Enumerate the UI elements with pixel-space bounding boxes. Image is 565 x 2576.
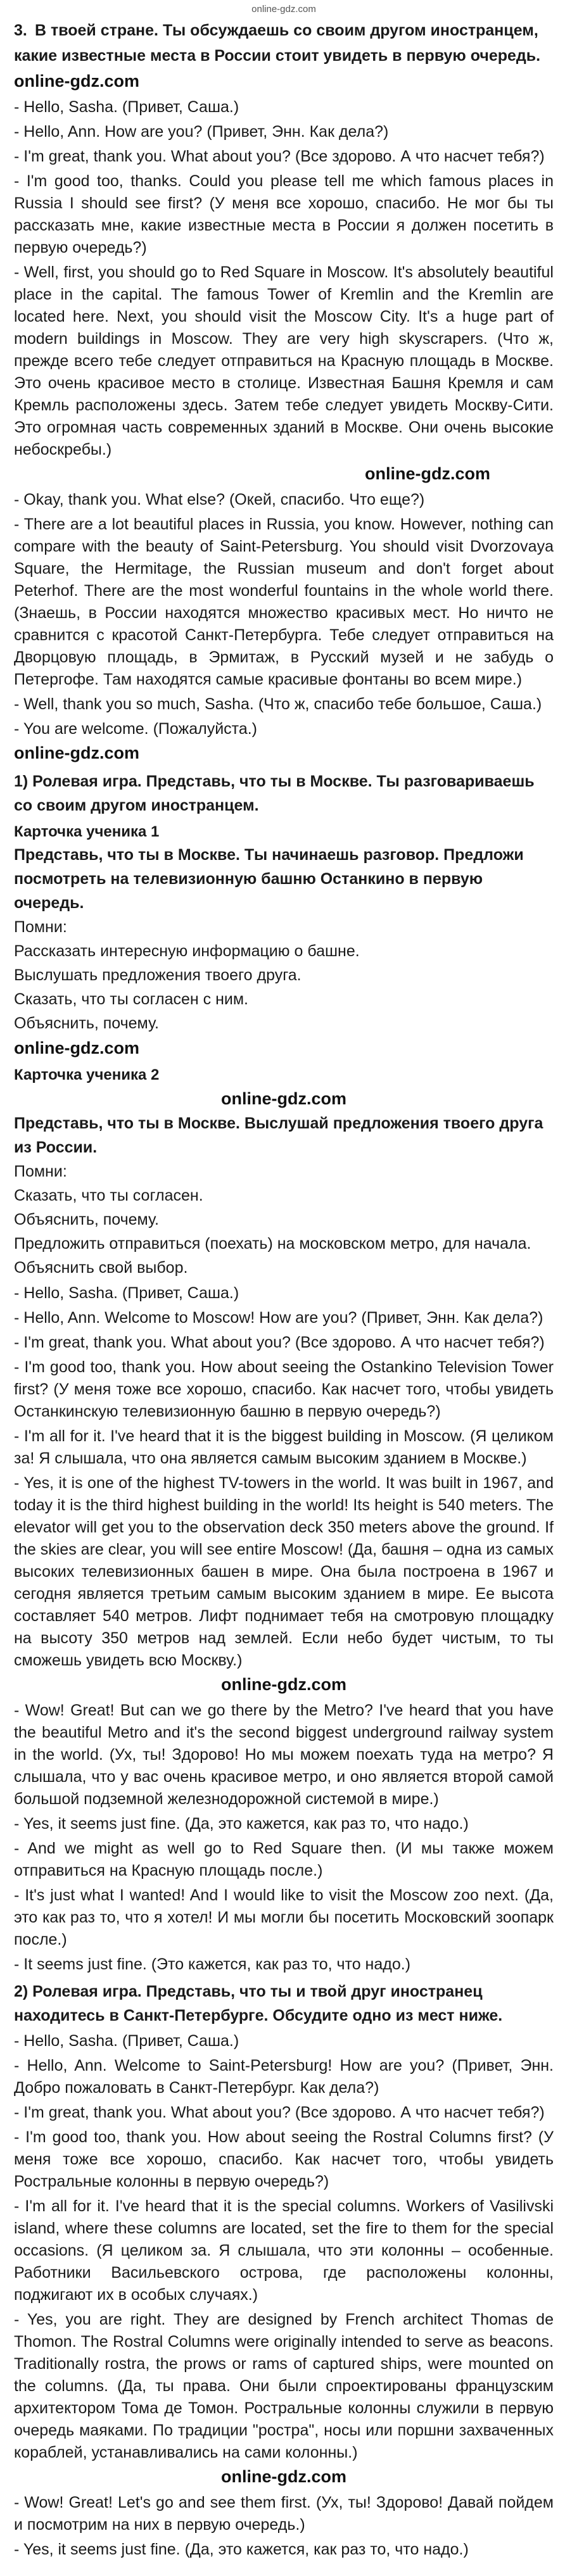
dialogue-line: - Yes, it is one of the highest TV-towers in the world. It was built in 1967, and today it is the third highest building in the world! Its height is 540 meters. The elevator will get you to the observation deck 350 meters above the ground. If the skies are clear, you will see entire Moscow! (Да, башня – одна из самых высоких телевизионных башен в мире. Она была построена в 1967 и сегодня является третьим самым высоким зданием в мире. Ее высота составляет 540 метров. Лифт поднимает тебя на смотровую площадку на высоту 350 метров над землей. Если небо будет чистым, то ты сможешь увидеть всю Москву.) [14, 1474, 554, 1669]
dialogue-line: - I'm all for it. I've heard that it is the special columns. Workers of Vasilivski island, where these columns are located, set the fire to them for the special occasions. (Я целиком за. Я слышала, что эти колонны – особенные. Работники Васильевского острова, где расположены колонны, поджигают их в особых случаях.) [14, 2197, 554, 2304]
dialogue-line: - Hello, Sasha. (Привет, Саша.) [14, 1284, 239, 1302]
dialogue-line: - Well, first, you should go to Red Square in Moscow. It's absolutely beautiful place in the capital. The famous Tower of Kremlin and the Kremlin are located here. Next, you should visit the Moscow City. It's a huge part of modern buildings in Moscow. They are very high skyscrapers. (Что ж, прежде всего тебе следует отправиться на Красную площадь в Москве. Это очень красивое место в столице. Известная Башня Кремля и сам Кремль расположены здесь. Затем тебе следует увидеть Москву-Сити. Это огромная часть современных зданий в Москве. Они очень высокие небоскребы.) [14, 263, 554, 458]
dialogue-line: - Wow! Great! Let's go and see them first. (Ух, ты! Здорово! Давай пойдем и посмотрим на них в первую очередь.) [14, 2494, 554, 2534]
dialogue-line: - Yes, you are right. They are designed by French architect Thomas de Thomon. The Rostral Columns were originally intended to serve as beacons. Traditionally rostra, the prows or rams of captured ships, were mounted on the columns. (Да, ты права. Они были спроектированы французским архитектором Тома де Томон. Ростральные колонны служили в первую очередь маяками. По традиции "ростра", носы или поршни захваченных кораблей, устанавливались на сами колонны.) [14, 2311, 554, 2461]
card1-item: Объяснить, почему. [14, 1014, 159, 1032]
part2-title: 2) Ролевая игра. Представь, что ты и твой друг иностранец находитесь в Санкт-Петербурге. Обсудите одно из мест ниже. [14, 1983, 503, 2024]
watermark: online-gdz.com [14, 1039, 139, 1058]
card2-remember: Помни: [14, 1163, 67, 1180]
card1-item: Сказать, что ты согласен с ним. [14, 990, 249, 1008]
dialogue-line: - I'm great, thank you. What about you? (Все здорово. А что насчет тебя?) [14, 2104, 545, 2121]
card1-item: Рассказать интересную информацию о башне. [14, 942, 360, 960]
card2-intro: Представь, что ты в Москве. Выслушай предложения твоего друга из России. [14, 1114, 543, 1156]
dialogue-line: - Yes, it seems just fine. (Да, это кажется, как раз то, что надо.) [14, 1815, 469, 1833]
dialogue-line: - You are welcome. (Пожалуйста.) [14, 720, 258, 738]
dialogue-line: - Hello, Ann. Welcome to Saint-Petersburg! How are you? (Привет, Энн. Добро пожаловать в Санкт-Петербург. Как дела?) [14, 2057, 554, 2097]
dialogue-line: - I'm great, thank you. What about you? (Все здорово. А что насчет тебя?) [14, 148, 545, 165]
card2-item: Предложить отправиться (поехать) на московском метро, для начала. [14, 1235, 531, 1253]
dialogue-line: - I'm good too, thank you. How about seeing the Rostral Columns first? (У меня тоже все хорошо, спасибо. Как насчет того, чтобы увидеть Ростральные колонны в первую очередь?) [14, 2128, 554, 2190]
dialogue-line: - I'm good too, thanks. Could you please tell me which famous places in Russia I should see first? (У меня все хорошо, спасибо. Не мог бы ты рассказать мне, какие известные места в России я должен посетить в первую очередь?) [14, 172, 554, 256]
dialogue-line: - I'm great, thank you. What about you? (Все здорово. А что насчет тебя?) [14, 1334, 545, 1351]
dialogue-line: - There are a lot beautiful places in Russia, you know. However, nothing can compare with the beauty of Saint-Petersburg. You should visit Dvorzovaya Square, the Hermitage, the Russian museum and don't forget about Peterhof. There are the most wonderful fountains in the whole world there. (Знаешь, в России находятся множество красивых мест. Но ничто не сравнится с красотой Санкт-Петербурга. Тебе следует отправиться на Дворцовую площадь, в Эрмитаж, в Русский музей и не забудь о Петергофе. Там находятся самые красивые фонтаны во всем мире.) [14, 515, 554, 688]
watermark: online-gdz.com [365, 464, 490, 483]
dialogue-line: - Wow! Great! But can we go there by the Metro? I've heard that you have the beautiful Metro and it's the second biggest underground railway system in the world. (Ух, ты! Здорово! Но мы можем поехать туда на метро? Я слышала, что у вас очень красивое метро, и оно является второй самой большой подземной железнодорожной системой в мире.) [14, 1702, 554, 1808]
card1-remember: Помни: [14, 918, 67, 936]
watermark: online-gdz.com [221, 1089, 346, 1108]
exercise-title [14, 18, 554, 68]
card1-item: Выслушать предложения твоего друга. [14, 966, 302, 984]
exercise-title-text: В твоей стране. Ты обсуждаешь со своим другом иностранцем, какие известные места в России стоит увидеть в первую очередь. [14, 22, 541, 65]
watermark: online-gdz.com [14, 72, 139, 91]
watermark: online-gdz.com [221, 1675, 346, 1694]
top-watermark: online-gdz.com [251, 4, 316, 15]
card2-item: Объяснить, почему. [14, 1211, 159, 1228]
dialogue-line: - I'm all for it. I've heard that it is the biggest building in Moscow. (Я целиком за! Я слышала, что она является самым высоким зданием в Москве.) [14, 1427, 554, 1467]
dialogue-line: - Hello, Sasha. (Привет, Саша.) [14, 2032, 239, 2050]
watermark: online-gdz.com [14, 743, 139, 762]
card1-intro: Представь, что ты в Москве. Ты начинаешь разговор. Предложи посмотреть на телевизионную башню Останкино в первую очередь. [14, 846, 524, 912]
dialogue-line: - I'm good too, thank you. How about seeing the Ostankino Television Tower first? (У меня тоже все хорошо, спасибо. Как насчет того, чтобы увидеть Останкинскую телевизионную башню в первую очередь?) [14, 1358, 554, 1420]
exercise-number: 3. [14, 22, 27, 39]
dialogue-line: - Hello, Ann. Welcome to Moscow! How are you? (Привет, Энн. Как дела?) [14, 1309, 543, 1327]
dialogue-line: - And we might as well go to Red Square then. (И мы также можем отправиться на Красную площадь после.) [14, 1840, 554, 1879]
card2-title: Карточка ученика 2 [14, 1066, 160, 1083]
card2-item: Объяснить свой выбор. [14, 1259, 188, 1277]
dialogue-line: - Yes, it seems just fine. (Да, это кажется, как раз то, что надо.) [14, 2541, 469, 2558]
part1-title: 1) Ролевая игра. Представь, что ты в Москве. Ты разговариваешь со своим другом иностранцем. [14, 773, 535, 814]
card1-title: Карточка ученика 1 [14, 823, 160, 840]
dialogue-line: - Well, thank you so much, Sasha. (Что ж, спасибо тебе большое, Саша.) [14, 695, 542, 713]
watermark: online-gdz.com [221, 2467, 346, 2486]
dialogue-line: - Okay, thank you. What else? (Окей, спасибо. Что еще?) [14, 491, 425, 508]
dialogue-line: - Hello, Sasha. (Привет, Саша.) [14, 98, 239, 116]
dialogue-line: - It's just what I wanted! And I would like to visit the Moscow zoo next. (Да, это как раз то, что я хотел! И мы могли бы посетить Московский зоопарк после.) [14, 1886, 554, 1948]
dialogue-line: - Hello, Ann. How are you? (Привет, Энн. Как дела?) [14, 123, 389, 141]
card2-item: Сказать, что ты согласен. [14, 1187, 203, 1204]
dialogue-line: - It seems just fine. (Это кажется, как раз то, что надо.) [14, 1955, 411, 1973]
